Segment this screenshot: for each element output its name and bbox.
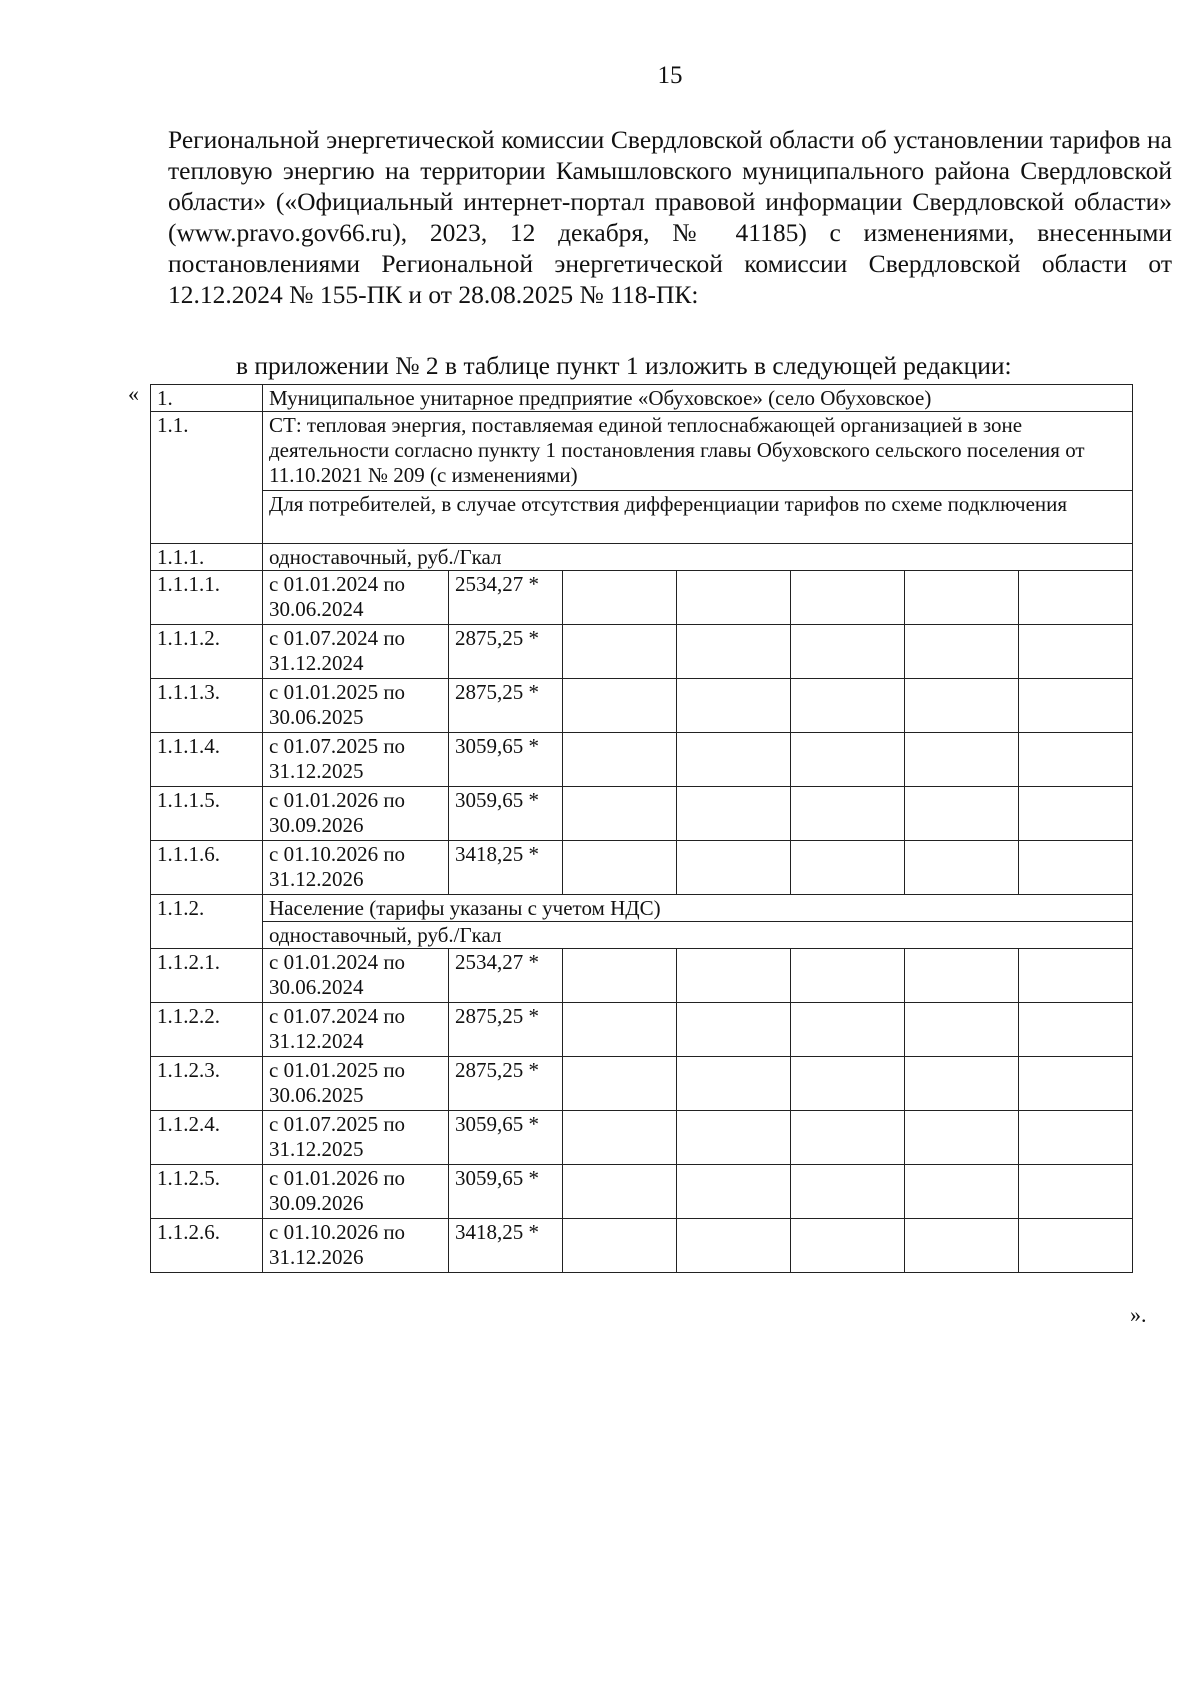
row-id: 1.1.2.3. (151, 1057, 263, 1111)
empty-cell (677, 733, 791, 787)
table-row (151, 1165, 1133, 1219)
empty-cell (1019, 733, 1133, 787)
period-cell: с 01.07.2025 по 31.12.2025 (263, 733, 449, 787)
row-id: 1.1.1.1. (151, 571, 263, 625)
empty-cell (677, 1165, 791, 1219)
tariff-type: одноставочный, руб./Гкал (263, 544, 1133, 571)
empty-cell (563, 1057, 677, 1111)
row-id: 1.1.1.5. (151, 787, 263, 841)
empty-cell (791, 625, 905, 679)
period-cell: с 01.01.2025 по 30.06.2025 (263, 679, 449, 733)
intro-paragraph: Региональной энергетической комиссии Свердловской области об установлении тарифов на тепловую энергию на территории Камышловского муниципального района Свердловской области» («Официальный интернет-портал правовой информации Свердловской области» (www.pravo.gov66.ru), 2023, 12 декабря, № 41185) с изменениями, внесенными постановлениями Региональной энергетической комиссии Свердловской области от 12.12.2024 № 155-ПК и от 28.08.2025 № 118-ПК: (168, 125, 1172, 309)
empty-cell (905, 733, 1019, 787)
period-cell: с 01.07.2024 по 31.12.2024 (263, 625, 449, 679)
empty-cell (791, 1165, 905, 1219)
empty-cell (791, 679, 905, 733)
empty-cell (677, 787, 791, 841)
period-cell: с 01.10.2026 по 31.12.2026 (263, 1219, 449, 1273)
empty-cell (563, 787, 677, 841)
empty-cell (905, 1057, 1019, 1111)
empty-cell (563, 1111, 677, 1165)
table-row-1 (151, 385, 1133, 412)
empty-cell (905, 1003, 1019, 1057)
empty-cell (563, 1003, 677, 1057)
empty-cell (677, 571, 791, 625)
empty-cell (563, 1165, 677, 1219)
empty-cell (1019, 787, 1133, 841)
row-id: 1.1.2.6. (151, 1219, 263, 1273)
empty-cell (677, 1057, 791, 1111)
period-cell: с 01.07.2025 по 31.12.2025 (263, 1111, 449, 1165)
empty-cell (791, 787, 905, 841)
empty-cell (905, 1111, 1019, 1165)
tariff-group-population (151, 949, 1133, 1273)
empty-cell (1019, 1165, 1133, 1219)
empty-cell (791, 733, 905, 787)
period-cell: с 01.01.2026 по 30.09.2026 (263, 1165, 449, 1219)
table-row-1-1 (151, 412, 1133, 491)
table-row-1-1-2 (151, 895, 1133, 922)
empty-cell (563, 1219, 677, 1273)
rate-cell: 3059,65 * (449, 733, 563, 787)
table-row-1-1-subtext (151, 491, 1133, 544)
empty-cell (1019, 1057, 1133, 1111)
empty-cell (791, 949, 905, 1003)
table-row-1-1-1 (151, 544, 1133, 571)
empty-cell (677, 1003, 791, 1057)
row-id: 1.1.1.2. (151, 625, 263, 679)
empty-cell (905, 841, 1019, 895)
empty-cell (905, 625, 1019, 679)
row-id: 1.1.1.6. (151, 841, 263, 895)
empty-cell (905, 949, 1019, 1003)
rate-cell: 3418,25 * (449, 1219, 563, 1273)
empty-cell (905, 679, 1019, 733)
empty-cell (563, 733, 677, 787)
empty-cell (791, 1219, 905, 1273)
empty-cell (905, 1165, 1019, 1219)
organization-name: Муниципальное унитарное предприятие «Обуховское» (село Обуховское) (263, 385, 1133, 412)
empty-cell (677, 841, 791, 895)
table-row (151, 949, 1133, 1003)
empty-cell (677, 625, 791, 679)
empty-cell (1019, 571, 1133, 625)
rate-cell: 3059,65 * (449, 787, 563, 841)
tariff-group-population-header (151, 895, 1133, 949)
table-row (151, 1057, 1133, 1111)
rate-cell: 2534,27 * (449, 949, 563, 1003)
empty-cell (1019, 625, 1133, 679)
row-id: 1.1.2.1. (151, 949, 263, 1003)
table-row (151, 841, 1133, 895)
empty-cell (677, 1111, 791, 1165)
period-cell: с 01.01.2024 по 30.06.2024 (263, 571, 449, 625)
empty-cell (791, 1111, 905, 1165)
empty-cell (791, 1003, 905, 1057)
table-row (151, 625, 1133, 679)
empty-cell (677, 949, 791, 1003)
empty-cell (1019, 841, 1133, 895)
closing-quote: ». (1130, 1302, 1147, 1327)
empty-cell (563, 949, 677, 1003)
table-row (151, 733, 1133, 787)
empty-cell (905, 1219, 1019, 1273)
empty-cell (563, 841, 677, 895)
empty-cell (791, 1057, 905, 1111)
rate-cell: 2875,25 * (449, 679, 563, 733)
consumer-note: Для потребителей, в случае отсутствия дифференциации тарифов по схеме подключения (263, 491, 1133, 544)
period-cell: с 01.10.2026 по 31.12.2026 (263, 841, 449, 895)
rate-cell: 3418,25 * (449, 841, 563, 895)
empty-cell (1019, 1003, 1133, 1057)
tariff-type: одноставочный, руб./Гкал (263, 922, 1133, 949)
table-row (151, 787, 1133, 841)
row-id: 1.1.1. (151, 544, 263, 571)
rate-cell: 3059,65 * (449, 1111, 563, 1165)
empty-cell (1019, 1219, 1133, 1273)
empty-cell (677, 679, 791, 733)
tariff-table (150, 384, 1133, 1273)
instruction-line: в приложении № 2 в таблице пункт 1 изложить в следующей редакции: (236, 351, 1012, 380)
empty-cell (563, 571, 677, 625)
empty-cell (1019, 949, 1133, 1003)
row-id: 1.1.1.4. (151, 733, 263, 787)
row-id: 1.1.2.5. (151, 1165, 263, 1219)
opening-quote: « (128, 381, 139, 406)
rate-cell: 3059,65 * (449, 1165, 563, 1219)
rate-cell: 2875,25 * (449, 625, 563, 679)
empty-cell (1019, 679, 1133, 733)
table-row (151, 571, 1133, 625)
row-id: 1.1.2.2. (151, 1003, 263, 1057)
rate-cell: 2875,25 * (449, 1003, 563, 1057)
table-row (151, 1111, 1133, 1165)
page-number: 15 (657, 62, 683, 89)
empty-cell (791, 841, 905, 895)
row-id: 1.1.1.3. (151, 679, 263, 733)
period-cell: с 01.01.2024 по 30.06.2024 (263, 949, 449, 1003)
table-row-1-1-2-subtext (151, 922, 1133, 949)
table-row (151, 1003, 1133, 1057)
rate-cell: 2534,27 * (449, 571, 563, 625)
row-id: 1.1.2. (151, 895, 263, 949)
table-row (151, 679, 1133, 733)
row-id: 1. (151, 385, 263, 412)
empty-cell (563, 679, 677, 733)
empty-cell (791, 571, 905, 625)
tariff-description: СТ: тепловая энергия, поставляемая единой теплоснабжающей организацией в зоне деятельности согласно пункту 1 постановления главы Обуховского сельского поселения от 11.10.2021 № 209 (с изменениями) (263, 412, 1133, 491)
period-cell: с 01.01.2026 по 30.09.2026 (263, 787, 449, 841)
tariff-group-general (151, 571, 1133, 895)
row-id: 1.1.2.4. (151, 1111, 263, 1165)
table-row (151, 1219, 1133, 1273)
empty-cell (563, 625, 677, 679)
empty-cell (905, 571, 1019, 625)
rate-cell: 2875,25 * (449, 1057, 563, 1111)
population-note: Население (тарифы указаны с учетом НДС) (263, 895, 1133, 922)
period-cell: с 01.01.2025 по 30.06.2025 (263, 1057, 449, 1111)
empty-cell (1019, 1111, 1133, 1165)
period-cell: с 01.07.2024 по 31.12.2024 (263, 1003, 449, 1057)
empty-cell (677, 1219, 791, 1273)
empty-cell (905, 787, 1019, 841)
row-id: 1.1. (151, 412, 263, 544)
